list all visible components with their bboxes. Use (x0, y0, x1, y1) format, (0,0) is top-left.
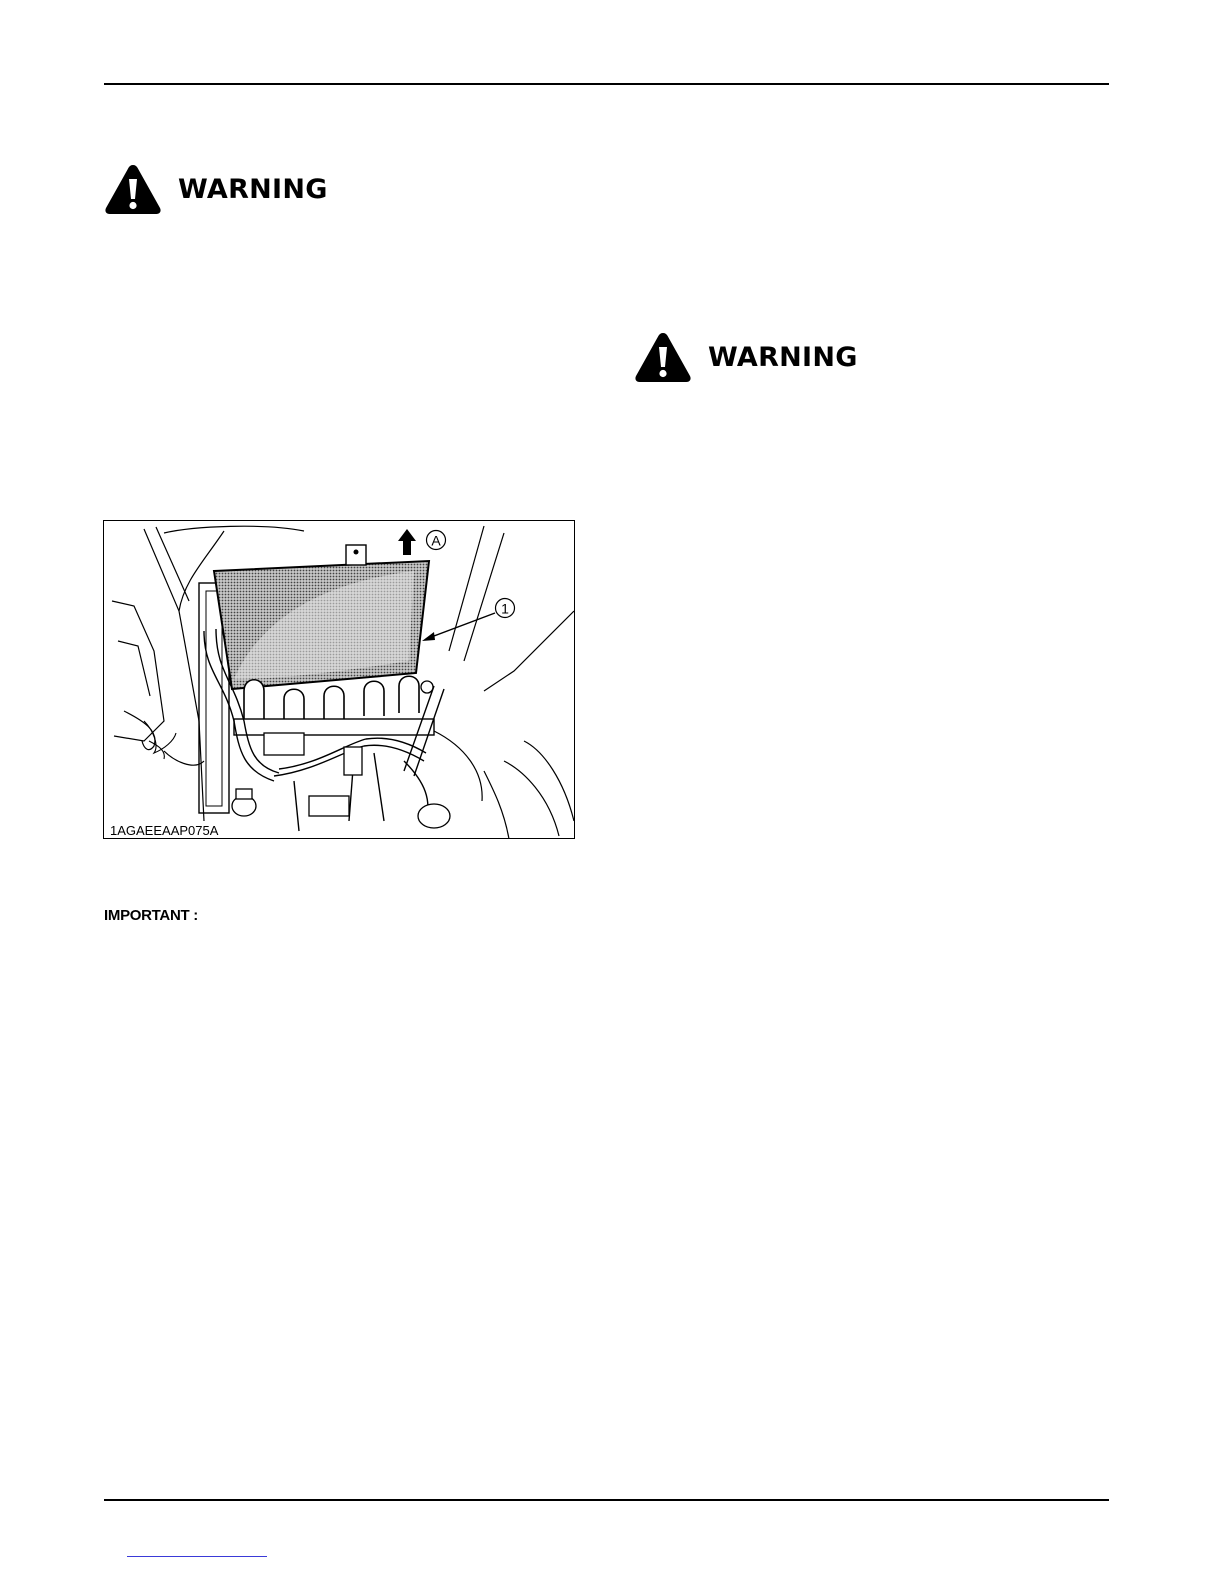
warning-label: WARNING (708, 341, 858, 373)
warning-label: WARNING (178, 173, 328, 205)
important-label: IMPORTANT : (104, 907, 198, 924)
warning-triangle-icon (634, 331, 692, 383)
warning-triangle-icon (104, 163, 162, 215)
callout-1: 1 (501, 600, 509, 617)
warning-heading-1 (104, 163, 328, 215)
footer-rule (104, 1499, 1109, 1501)
warning-heading-2 (634, 331, 858, 383)
callout-a: A (431, 532, 441, 549)
header-rule (104, 83, 1109, 85)
footer-link-underline[interactable] (127, 1556, 267, 1557)
condenser-illustration (104, 521, 575, 839)
figure-code: 1AGAEEAAP075A (110, 823, 219, 838)
condenser-screen-figure (103, 520, 575, 839)
